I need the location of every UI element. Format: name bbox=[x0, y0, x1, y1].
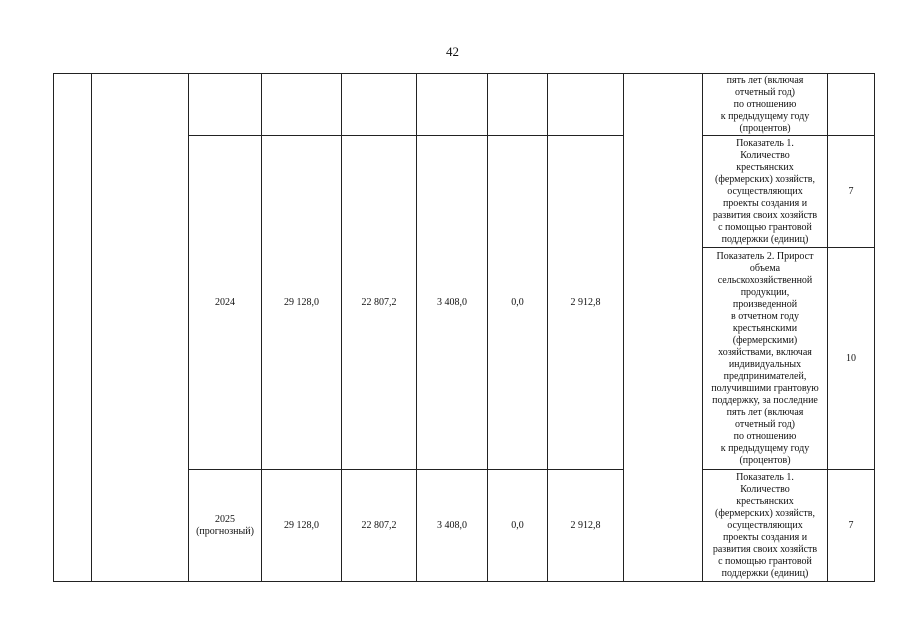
target-value bbox=[828, 248, 875, 470]
federal-value: 22 807,2 bbox=[361, 519, 397, 531]
value-cell bbox=[262, 136, 342, 470]
value-cell bbox=[548, 470, 624, 582]
indicator-text-content: Показатель 1. Количество крестьянских (фермерских) хозяйств, осуществляющих проекты создания и развития своих хозяйств с помощью грантовой поддержки (единиц) bbox=[712, 471, 818, 579]
budget-table bbox=[53, 73, 875, 582]
value-cell bbox=[417, 470, 488, 582]
year-cell bbox=[189, 470, 262, 582]
value-cell bbox=[488, 470, 548, 582]
table-row bbox=[54, 74, 875, 136]
target-value-label: 7 bbox=[848, 185, 854, 197]
indicator-text bbox=[703, 470, 828, 582]
target-value bbox=[828, 74, 875, 136]
value-cell bbox=[548, 136, 624, 470]
year-label: 2024 bbox=[215, 296, 235, 308]
empty-cell bbox=[624, 74, 703, 582]
local-value: 0,0 bbox=[511, 519, 524, 531]
value-cell bbox=[342, 74, 417, 136]
other-value: 2 912,8 bbox=[570, 519, 601, 531]
value-cell bbox=[262, 74, 342, 136]
target-value bbox=[828, 470, 875, 582]
value-cell bbox=[262, 470, 342, 582]
indicator-text bbox=[703, 136, 828, 248]
indicator-text bbox=[703, 74, 828, 136]
target-value bbox=[828, 136, 875, 248]
federal-value: 22 807,2 bbox=[361, 296, 397, 308]
page-number: 42 bbox=[446, 44, 459, 59]
number-cell bbox=[54, 74, 92, 582]
value-cell bbox=[488, 136, 548, 470]
regional-value: 3 408,0 bbox=[437, 519, 467, 531]
value-cell bbox=[342, 470, 417, 582]
value-cell bbox=[417, 136, 488, 470]
indicator-text bbox=[703, 248, 828, 470]
name-cell bbox=[92, 74, 189, 582]
total-value: 29 128,0 bbox=[284, 296, 319, 308]
indicator-text-content: Показатель 2. Прирост объема сельскохозяйственной продукции, произведенной в отчетном году крестьянскими (фермерскими) хозяйствами, включая индивидуальных предпринимателей, получившими грантовую поддержку, за последние пять лет (включая отчетный год) по отношению к предыдущему году (процентов) bbox=[711, 250, 819, 466]
value-cell bbox=[342, 136, 417, 470]
target-value-label: 10 bbox=[846, 352, 856, 364]
indicator-text-content: Показатель 1. Количество крестьянских (фермерских) хозяйств, осуществляющих проекты создания и развития своих хозяйств с помощью грантовой поддержки (единиц) bbox=[712, 137, 818, 245]
value-cell bbox=[488, 74, 548, 136]
other-value: 2 912,8 bbox=[570, 296, 601, 308]
total-value: 29 128,0 bbox=[284, 519, 319, 531]
local-value: 0,0 bbox=[511, 296, 524, 308]
indicator-text-content: пять лет (включая отчетный год) по отношению к предыдущему году (процентов) bbox=[720, 74, 810, 134]
target-value-label: 7 bbox=[848, 519, 854, 531]
value-cell bbox=[417, 74, 488, 136]
value-cell bbox=[548, 74, 624, 136]
year-cell bbox=[189, 74, 262, 136]
year-cell bbox=[189, 136, 262, 470]
regional-value: 3 408,0 bbox=[437, 296, 467, 308]
year-label: 2025 (прогнозный) bbox=[196, 513, 254, 537]
